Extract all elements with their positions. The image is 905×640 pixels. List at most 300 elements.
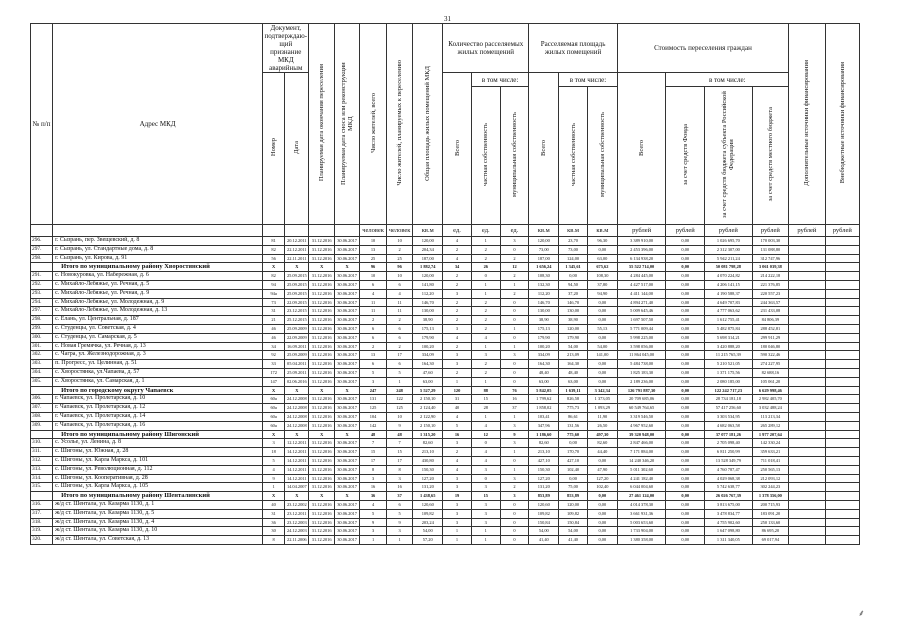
row-cell: 22.11.2011 bbox=[285, 254, 309, 263]
row-cell: 0,00 bbox=[666, 465, 705, 474]
row-cell: 124,00 bbox=[559, 254, 588, 263]
table-row bbox=[31, 272, 860, 281]
row-cell: 6 134 938,20 bbox=[617, 254, 666, 263]
row-cell: 0,00 bbox=[666, 316, 705, 325]
row-cell: 47,90 bbox=[587, 465, 617, 474]
row-cell: 0 bbox=[500, 500, 529, 509]
row-cell: 3 598 056,00 bbox=[617, 342, 666, 351]
row-cell: 142 330,24 bbox=[752, 439, 789, 448]
row-number: 315. bbox=[31, 483, 53, 492]
row-cell: 39 320 948,00 bbox=[617, 430, 666, 439]
row-cell: 30.06.2017 bbox=[334, 351, 359, 360]
row-cell: 82,60 bbox=[529, 439, 559, 448]
row-cell: 127,20 bbox=[413, 474, 443, 483]
row-cell bbox=[789, 377, 825, 386]
unit-cell: кв.м bbox=[559, 225, 588, 237]
row-cell: 1 733 904,00 bbox=[617, 527, 666, 536]
row-cell: X bbox=[309, 386, 334, 395]
row-cell: 0,00 bbox=[587, 360, 617, 369]
row-cell: 853,89 bbox=[529, 492, 559, 501]
row-cell: 347,96 bbox=[529, 421, 559, 430]
row-cell: 1 bbox=[263, 483, 285, 492]
row-cell: 47,60 bbox=[413, 368, 443, 377]
row-number: 298. bbox=[31, 316, 53, 325]
row-cell: 2 bbox=[471, 360, 500, 369]
row-cell: 30.06.2017 bbox=[334, 439, 359, 448]
row-cell: 1 186,60 bbox=[529, 430, 559, 439]
row-cell: 37 bbox=[500, 404, 529, 413]
row-cell: 24.12.2008 bbox=[285, 421, 309, 430]
row-cell: 37,80 bbox=[587, 280, 617, 289]
row-cell: 31.12.2016 bbox=[309, 245, 334, 254]
row-cell bbox=[825, 377, 859, 386]
row-cell: 200 715,93 bbox=[752, 500, 789, 509]
row-cell: 0,00 bbox=[666, 421, 705, 430]
row-cell: 30.06.2017 bbox=[334, 316, 359, 325]
row-cell: 3 bbox=[443, 324, 472, 333]
row-cell: 15 bbox=[471, 395, 500, 404]
row-cell: 31.12.2016 bbox=[309, 280, 334, 289]
row-number: 312. bbox=[31, 456, 53, 465]
row-cell: 0,00 bbox=[666, 412, 705, 421]
row-cell bbox=[789, 316, 825, 325]
unit-cell: человек bbox=[386, 225, 413, 237]
row-cell: 3 813 675,00 bbox=[705, 500, 753, 509]
row-cell: 109,82 bbox=[529, 509, 559, 518]
row-cell: 4 682 063,58 bbox=[705, 421, 753, 430]
row-cell: 24.12.2008 bbox=[285, 404, 309, 413]
row-cell: 0,00 bbox=[666, 377, 705, 386]
row-cell: 2 bbox=[471, 324, 500, 333]
row-cell bbox=[825, 474, 859, 483]
row-cell: 36 bbox=[263, 518, 285, 527]
row-cell: 103,41 bbox=[529, 412, 559, 421]
row-cell: 1 977 207,64 bbox=[752, 430, 789, 439]
row-cell: 0,00 bbox=[666, 474, 705, 483]
row-cell: 37 bbox=[386, 492, 413, 501]
table-row bbox=[31, 500, 860, 509]
row-cell: 31.12.2016 bbox=[309, 307, 334, 316]
row-cell: 17 bbox=[386, 351, 413, 360]
row-cell: X bbox=[285, 430, 309, 439]
row-cell: 30.06.2017 bbox=[334, 404, 359, 413]
row-cell: 3 389 910,00 bbox=[617, 237, 666, 246]
row-cell: 22.09.2015 bbox=[285, 298, 309, 307]
row-cell: 109,82 bbox=[559, 509, 588, 518]
row-cell: 0,00 bbox=[666, 342, 705, 351]
header-address: Адрес МКД bbox=[53, 24, 263, 225]
row-cell: 1 799,62 bbox=[529, 395, 559, 404]
row-cell: 183 091,20 bbox=[752, 509, 789, 518]
row-cell: 150,30 bbox=[529, 465, 559, 474]
row-cell: 288 452,81 bbox=[752, 324, 789, 333]
row-number: 320. bbox=[31, 536, 53, 545]
row-cell: 30.06.2017 bbox=[334, 289, 359, 298]
table-row bbox=[31, 289, 860, 298]
row-cell: 2 080 185,00 bbox=[705, 377, 753, 386]
row-cell: 1 656,24 bbox=[529, 263, 559, 272]
row-cell bbox=[789, 492, 825, 501]
row-cell: 3 061 039,38 bbox=[752, 263, 789, 272]
row-cell: 96,30 bbox=[587, 237, 617, 246]
row-cell: 60а bbox=[263, 404, 285, 413]
row-cell: 92 bbox=[263, 351, 285, 360]
row-cell: 0,00 bbox=[587, 492, 617, 501]
row-number: 299. bbox=[31, 324, 53, 333]
row-cell: 265 289,12 bbox=[752, 421, 789, 430]
row-cell: 4 bbox=[471, 448, 500, 457]
row-number: 297. bbox=[31, 245, 53, 254]
unit-cell: ед. bbox=[500, 225, 529, 237]
row-cell: 5 003 653,60 bbox=[617, 518, 666, 527]
row-number: 314. bbox=[31, 474, 53, 483]
row-address: ж/д ст. Шентала, ул. Казарма 1130, д. 10 bbox=[53, 527, 263, 536]
row-cell: 120,60 bbox=[413, 500, 443, 509]
row-cell: 100,20 bbox=[529, 342, 559, 351]
row-number: 308. bbox=[31, 412, 53, 421]
row-address: Итого по муниципальному району Хворостянский bbox=[53, 263, 263, 272]
row-cell bbox=[789, 518, 825, 527]
row-cell bbox=[789, 307, 825, 316]
row-cell: 0 bbox=[471, 474, 500, 483]
row-cell: 1 bbox=[500, 448, 529, 457]
row-cell bbox=[789, 509, 825, 518]
row-cell: 38,90 bbox=[559, 316, 588, 325]
row-cell: 127,20 bbox=[587, 474, 617, 483]
row-cell: 31.12.2016 bbox=[309, 509, 334, 518]
row-cell: 31.12.2016 bbox=[309, 333, 334, 342]
row-cell: 0 bbox=[500, 360, 529, 369]
row-address: ж/д ст. Шентала, ул. Казарма 1130, д. 4 bbox=[53, 518, 263, 527]
row-cell: 1 bbox=[443, 377, 472, 386]
row-cell: 0 bbox=[500, 536, 529, 545]
row-cell: 2 bbox=[471, 368, 500, 377]
row-cell bbox=[789, 412, 825, 421]
row-address: ж/д ст. Шентала, ул. Казарма 1130, д. 5 bbox=[53, 509, 263, 518]
row-cell: 30.06.2017 bbox=[334, 509, 359, 518]
row-cell: X bbox=[285, 386, 309, 395]
row-cell: 31.12.2016 bbox=[309, 254, 334, 263]
unit-cell: ед. bbox=[443, 225, 472, 237]
header-rooms-private: частная собственность bbox=[482, 122, 490, 186]
row-cell bbox=[825, 316, 859, 325]
row-cell: 0,00 bbox=[666, 386, 705, 395]
row-cell: 1 bbox=[500, 465, 529, 474]
row-cell: 131 088,80 bbox=[752, 245, 789, 254]
row-cell: 11,90 bbox=[587, 412, 617, 421]
row-cell: 46 bbox=[263, 333, 285, 342]
row-cell: 40 bbox=[443, 404, 472, 413]
row-cell: 5 bbox=[386, 368, 413, 377]
row-cell: 3 bbox=[360, 377, 387, 386]
row-cell: 94,50 bbox=[559, 280, 588, 289]
row-cell: 28 734 181,18 bbox=[705, 395, 753, 404]
row-cell: 0,00 bbox=[587, 377, 617, 386]
row-cell: 0,00 bbox=[587, 307, 617, 316]
row-cell: 2 bbox=[500, 289, 529, 298]
row-cell: 30.06.2017 bbox=[334, 298, 359, 307]
row-cell: 427,10 bbox=[559, 456, 588, 465]
row-cell: 11 864 045,00 bbox=[617, 351, 666, 360]
row-cell: 104 bbox=[360, 412, 387, 421]
row-cell: 54,00 bbox=[529, 527, 559, 536]
row-cell: 82 bbox=[263, 272, 285, 281]
row-cell: 31.12.2016 bbox=[309, 412, 334, 421]
row-cell: 2 bbox=[360, 342, 387, 351]
row-cell: 31 bbox=[263, 509, 285, 518]
row-cell: 1 bbox=[386, 377, 413, 386]
row-cell bbox=[825, 518, 859, 527]
row-cell: 120,00 bbox=[559, 500, 588, 509]
row-cell: 1 697 507,50 bbox=[617, 316, 666, 325]
header-nonbudget-sources: Внебюджетные источники финансирования bbox=[838, 62, 846, 184]
row-number: 319. bbox=[31, 527, 53, 536]
table-row bbox=[31, 333, 860, 342]
row-cell bbox=[789, 351, 825, 360]
row-cell: 334,09 bbox=[413, 351, 443, 360]
row-cell: 23.12.2015 bbox=[285, 307, 309, 316]
row-cell: 14 240 346,20 bbox=[617, 456, 666, 465]
row-cell: 2 bbox=[471, 316, 500, 325]
row-number: 294. bbox=[31, 298, 53, 307]
row-cell: 5 998 225,00 bbox=[617, 333, 666, 342]
row-cell bbox=[825, 272, 859, 281]
row-cell: 5 842,05 bbox=[529, 386, 559, 395]
row-cell: X bbox=[263, 263, 285, 272]
row-cell: 94а bbox=[263, 289, 285, 298]
row-cell: 22.09.2009 bbox=[285, 333, 309, 342]
row-cell: 0,00 bbox=[666, 298, 705, 307]
row-cell bbox=[789, 272, 825, 281]
row-cell: 13 bbox=[360, 245, 387, 254]
row-cell: 26 bbox=[471, 263, 500, 272]
row-cell: 0,00 bbox=[587, 509, 617, 518]
row-cell bbox=[789, 527, 825, 536]
row-cell: 82 688,16 bbox=[752, 368, 789, 377]
row-cell: 86 695,20 bbox=[752, 527, 789, 536]
row-cell: 5 009 645,46 bbox=[617, 307, 666, 316]
table-row bbox=[31, 360, 860, 369]
row-cell: 0,00 bbox=[666, 333, 705, 342]
row-cell: 4 bbox=[360, 500, 387, 509]
row-cell: 0,00 bbox=[666, 395, 705, 404]
row-cell bbox=[825, 404, 859, 413]
row-cell: 30 bbox=[263, 527, 285, 536]
row-cell bbox=[825, 245, 859, 254]
row-cell: 120,60 bbox=[529, 500, 559, 509]
row-cell bbox=[789, 245, 825, 254]
row-cell: 81 bbox=[263, 237, 285, 246]
row-cell bbox=[789, 500, 825, 509]
row-cell: 24.12.2003 bbox=[285, 527, 309, 536]
row-cell: 60а bbox=[263, 421, 285, 430]
row-cell: 0 bbox=[500, 518, 529, 527]
row-cell: 6 bbox=[360, 360, 387, 369]
row-number: 292. bbox=[31, 280, 53, 289]
row-number: 309. bbox=[31, 421, 53, 430]
row-cell: 675,62 bbox=[587, 263, 617, 272]
row-cell: 0,00 bbox=[666, 527, 705, 536]
row-cell: X bbox=[334, 492, 359, 501]
row-cell: 7 bbox=[386, 439, 413, 448]
row-cell: 3 303 534,95 bbox=[705, 412, 753, 421]
row-cell: 5 482 875,84 bbox=[705, 324, 753, 333]
row-address: с. Новая Гремячка, ул. Речная, д. 13 bbox=[53, 342, 263, 351]
row-cell: 127,20 bbox=[529, 474, 559, 483]
row-cell: 0 bbox=[500, 527, 529, 536]
row-number bbox=[31, 263, 53, 272]
row-cell: 220 557,23 bbox=[752, 289, 789, 298]
row-cell: 4 206 141,15 bbox=[705, 280, 753, 289]
row-cell: 3 342,34 bbox=[587, 386, 617, 395]
row-cell: 1 bbox=[500, 412, 529, 421]
row-cell: 94 bbox=[263, 280, 285, 289]
row-cell: 24.12.2008 bbox=[285, 412, 309, 421]
header-planned-end: Планируемая дата окончания переселения bbox=[318, 64, 326, 182]
row-cell: 31.12.2016 bbox=[309, 360, 334, 369]
row-cell: 1 bbox=[471, 536, 500, 545]
row-cell: 25.09.2009 bbox=[285, 324, 309, 333]
row-cell: 2 312 307,00 bbox=[705, 245, 753, 254]
row-cell: 126 791 887,30 bbox=[617, 386, 666, 395]
row-cell bbox=[789, 342, 825, 351]
row-cell: 55 522 714,00 bbox=[617, 263, 666, 272]
row-cell: 82 bbox=[263, 245, 285, 254]
row-cell: 1 bbox=[500, 280, 529, 289]
row-cell: 25 bbox=[386, 254, 413, 263]
row-cell: 48 bbox=[360, 430, 387, 439]
row-cell: 31.12.2016 bbox=[309, 536, 334, 545]
table-row bbox=[31, 254, 860, 263]
row-cell: 1 311 340,05 bbox=[705, 536, 753, 545]
row-cell bbox=[825, 421, 859, 430]
row-cell: 231 433,08 bbox=[752, 307, 789, 316]
row-cell: 1 639,11 bbox=[559, 386, 588, 395]
row-cell: 4 bbox=[471, 456, 500, 465]
row-cell: 2 bbox=[500, 272, 529, 281]
row-cell: 430,80 bbox=[413, 456, 443, 465]
row-cell: 60а bbox=[263, 412, 285, 421]
row-number: 296. bbox=[31, 237, 53, 246]
row-cell bbox=[825, 333, 859, 342]
unit-cell: ед. bbox=[471, 225, 500, 237]
row-cell: 31.12.2016 bbox=[309, 483, 334, 492]
row-address: ж/д ст. Шентала, ул. Казарма 1130, д. 1 bbox=[53, 500, 263, 509]
row-cell: 3 bbox=[443, 360, 472, 369]
row-cell: 164,30 bbox=[529, 360, 559, 369]
row-cell: 179,90 bbox=[529, 333, 559, 342]
row-cell: 31.12.2016 bbox=[309, 448, 334, 457]
row-address: г. Сызрань, ул. Кирова, д. 91 bbox=[53, 254, 263, 263]
row-cell: 3 bbox=[360, 474, 387, 483]
row-cell: 0 bbox=[471, 272, 500, 281]
row-cell: 1 bbox=[443, 527, 472, 536]
row-address: г. Сызрань, пер. Звещевский, д. 8 bbox=[53, 237, 263, 246]
row-cell: 23.12.2003 bbox=[285, 518, 309, 527]
row-cell: 4 070 224,82 bbox=[705, 272, 753, 281]
row-cell: 38,90 bbox=[413, 316, 443, 325]
header-cost-total: Всего bbox=[638, 139, 646, 156]
row-cell: 3 bbox=[443, 509, 472, 518]
row-cell: 9 bbox=[500, 430, 529, 439]
row-cell: 30.06.2017 bbox=[334, 456, 359, 465]
row-cell: 125 bbox=[386, 404, 413, 413]
row-cell: 3 bbox=[443, 289, 472, 298]
row-cell: X bbox=[334, 263, 359, 272]
row-cell: 30.06.2017 bbox=[334, 500, 359, 509]
header-cost-incl: в том числе: bbox=[666, 73, 789, 87]
row-cell: 150,84 bbox=[529, 518, 559, 527]
row-cell: 1 bbox=[471, 377, 500, 386]
row-cell: 247 bbox=[360, 386, 387, 395]
row-cell: 30.06.2017 bbox=[334, 245, 359, 254]
row-cell bbox=[825, 412, 859, 421]
row-cell: 14.04.2007 bbox=[285, 483, 309, 492]
row-address: с. Елань, ул. Центральная, д. 187 bbox=[53, 316, 263, 325]
row-cell: 7 171 884,00 bbox=[617, 448, 666, 457]
row-cell: 0,00 bbox=[666, 254, 705, 263]
row-cell: 0,00 bbox=[666, 324, 705, 333]
row-cell: 48 bbox=[386, 430, 413, 439]
row-cell: 31.12.2016 bbox=[309, 395, 334, 404]
row-cell bbox=[789, 386, 825, 395]
row-cell: 2 bbox=[471, 307, 500, 316]
table-row bbox=[31, 474, 860, 483]
row-cell: 150,30 bbox=[413, 465, 443, 474]
row-cell: 10 bbox=[386, 412, 413, 421]
row-cell: 31 bbox=[443, 395, 472, 404]
row-cell: 31.12.2016 bbox=[309, 298, 334, 307]
header-rooms-municipal: муниципальная собственность bbox=[510, 111, 518, 198]
row-cell: 3 bbox=[443, 483, 472, 492]
row-cell: 130,00 bbox=[559, 307, 588, 316]
row-cell: 63,00 bbox=[587, 254, 617, 263]
row-cell: 3 bbox=[360, 527, 387, 536]
row-cell: 31.12.2016 bbox=[309, 377, 334, 386]
row-cell: 3 bbox=[443, 518, 472, 527]
row-cell: 94,90 bbox=[587, 289, 617, 298]
row-cell: 4 190 588,37 bbox=[705, 289, 753, 298]
row-cell bbox=[825, 263, 859, 272]
header-cost-fund: за счет средств Фонда bbox=[681, 123, 689, 186]
row-cell: 4 894 271,40 bbox=[617, 298, 666, 307]
row-cell: 6 bbox=[386, 333, 413, 342]
row-cell: 30.06.2017 bbox=[334, 421, 359, 430]
total-row bbox=[31, 263, 860, 272]
row-cell: 9 bbox=[263, 474, 285, 483]
header-area-total: Всего bbox=[540, 139, 548, 156]
row-cell: 15 bbox=[386, 448, 413, 457]
row-cell: 57 417 256,60 bbox=[705, 404, 753, 413]
row-cell: 2 122,90 bbox=[413, 412, 443, 421]
row-cell: 82,60 bbox=[587, 439, 617, 448]
row-cell: 38,90 bbox=[529, 316, 559, 325]
row-address: с. Хворостянка, ул.Чапаева, д. 57 bbox=[53, 368, 263, 377]
row-cell: 4 029 068,38 bbox=[705, 474, 753, 483]
row-cell: 3 bbox=[471, 351, 500, 360]
row-cell bbox=[825, 395, 859, 404]
row-cell: 9 bbox=[386, 421, 413, 430]
row-cell: 2 bbox=[443, 448, 472, 457]
row-number: 303. bbox=[31, 360, 53, 369]
header-cost-region: за счет средств бюджета субъекта Российской Федерации bbox=[721, 91, 736, 218]
row-cell: 0 bbox=[500, 377, 529, 386]
header-extra-sources: Дополнительные источники финансирования bbox=[803, 60, 811, 186]
row-cell: X bbox=[309, 263, 334, 272]
row-cell: 4 777 063,62 bbox=[705, 307, 753, 316]
row-cell: 28 bbox=[471, 404, 500, 413]
row-cell: 54,00 bbox=[559, 527, 588, 536]
